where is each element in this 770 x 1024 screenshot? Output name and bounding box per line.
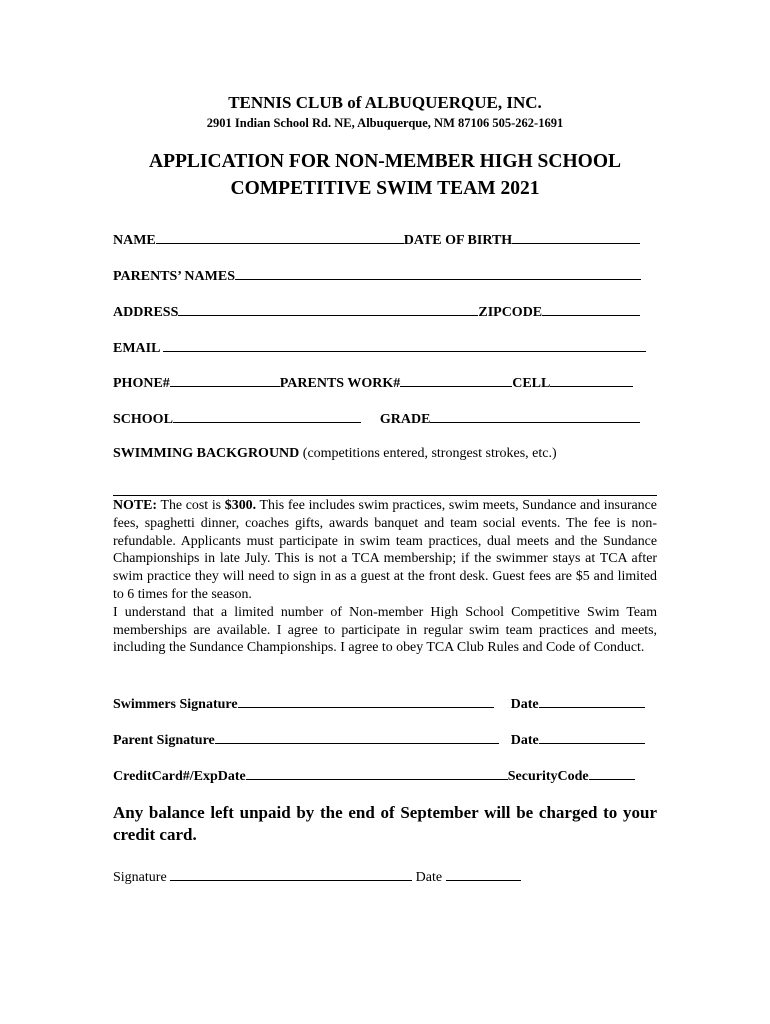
parent-signature-field[interactable] (215, 731, 499, 744)
balance-notice: Any balance left unpaid by the end of September will be charged to your credit card. (113, 803, 657, 844)
name-field[interactable] (156, 231, 404, 244)
parents-work-field[interactable] (400, 374, 512, 387)
parents-field[interactable] (235, 267, 641, 280)
row-final-signature (113, 868, 521, 886)
parents-work-label: PARENTS WORK# (279, 376, 401, 391)
email-label: EMAIL (113, 341, 160, 356)
phone-field[interactable] (170, 374, 280, 387)
swimmer-date-field[interactable] (539, 695, 645, 708)
swimmer-signature-field[interactable] (238, 695, 494, 708)
form-title-line-2: COMPETITIVE SWIM TEAM 2021 (230, 178, 540, 199)
final-date-field[interactable] (446, 868, 521, 881)
row-credit-card (113, 767, 635, 785)
row-email (113, 339, 646, 357)
row-swim-background (113, 446, 557, 462)
parent-signature-label: Parent Signature (113, 733, 215, 748)
school-field[interactable] (173, 410, 361, 423)
row-swimmer-signature (113, 695, 645, 713)
agreement-paragraph: I understand that a limited number of Non-member High School Competitive Swim Team memberships are available. I agree to participate in regular swim team practices and meets, including the Sundance Championships. I agree to obey TCA Club Rules and Code of Conduct. (113, 604, 657, 656)
security-code-field[interactable] (589, 767, 635, 780)
swim-background-label: SWIMMING BACKGROUND (113, 446, 300, 461)
security-code-label: SecurityCode (507, 769, 589, 784)
school-label: SCHOOL (113, 412, 173, 427)
parents-label: PARENTS’ NAMES (113, 269, 235, 284)
zip-field[interactable] (542, 303, 640, 316)
swim-background-hint: (competitions entered, strongest strokes, etc.) (302, 446, 557, 461)
name-label: NAME (113, 233, 156, 248)
note-body: This fee includes swim practices, swim meets, Sundance and insurance fees, spaghetti dinner, coaches gifts, awards banquet and team social events. The fee is non-refundable. Applicants must participate in swim team practices, dual meets and the Sundance Championships in late July. This is not a TCA membership; if the swimmer stays at TCA after swim practice they will need to sign in as a guest at the front desk. Guest fees are $5 and limited to 6 times for the season. (113, 498, 657, 602)
note-intro: The cost is (160, 498, 222, 513)
organization-address: 2901 Indian School Rd. NE, Albuquerque, NM 87106 505-262-1691 (206, 116, 564, 130)
row-address (113, 303, 640, 321)
swimmer-date-label: Date (510, 697, 539, 712)
row-phone (113, 374, 633, 392)
address-label: ADDRESS (113, 305, 179, 320)
dob-label: DATE OF BIRTH (403, 233, 513, 248)
cell-label: CELL (512, 376, 551, 391)
form-title-line-1: APPLICATION FOR NON-MEMBER HIGH SCHOOL (149, 151, 621, 172)
final-date-label: Date (415, 870, 443, 885)
parent-date-label: Date (510, 733, 539, 748)
zip-label: ZIPCODE (478, 305, 543, 320)
note-label: NOTE: (113, 498, 157, 513)
swimmer-signature-label: Swimmers Signature (113, 697, 238, 712)
row-parents (113, 267, 641, 285)
row-parent-signature (113, 731, 645, 749)
row-name (113, 231, 640, 249)
parent-date-field[interactable] (539, 731, 645, 744)
form-title (0, 148, 770, 202)
note-cost: $300. (224, 498, 257, 513)
dob-field[interactable] (512, 231, 640, 244)
credit-card-field[interactable] (246, 767, 508, 780)
cell-field[interactable] (550, 374, 633, 387)
swim-background-field[interactable] (113, 495, 657, 496)
note-section (113, 497, 657, 657)
row-school (113, 410, 640, 428)
final-signature-field[interactable] (170, 868, 412, 881)
address-field[interactable] (178, 303, 478, 316)
email-field[interactable] (163, 339, 646, 352)
final-signature-label: Signature (113, 870, 167, 885)
note-paragraph (113, 497, 657, 604)
organization-name: TENNIS CLUB of ALBUQUERQUE, INC. (228, 93, 542, 112)
credit-card-label: CreditCard#/ExpDate (113, 769, 246, 784)
phone-label: PHONE# (113, 376, 170, 391)
grade-label: GRADE (379, 412, 431, 427)
grade-field[interactable] (430, 410, 640, 423)
